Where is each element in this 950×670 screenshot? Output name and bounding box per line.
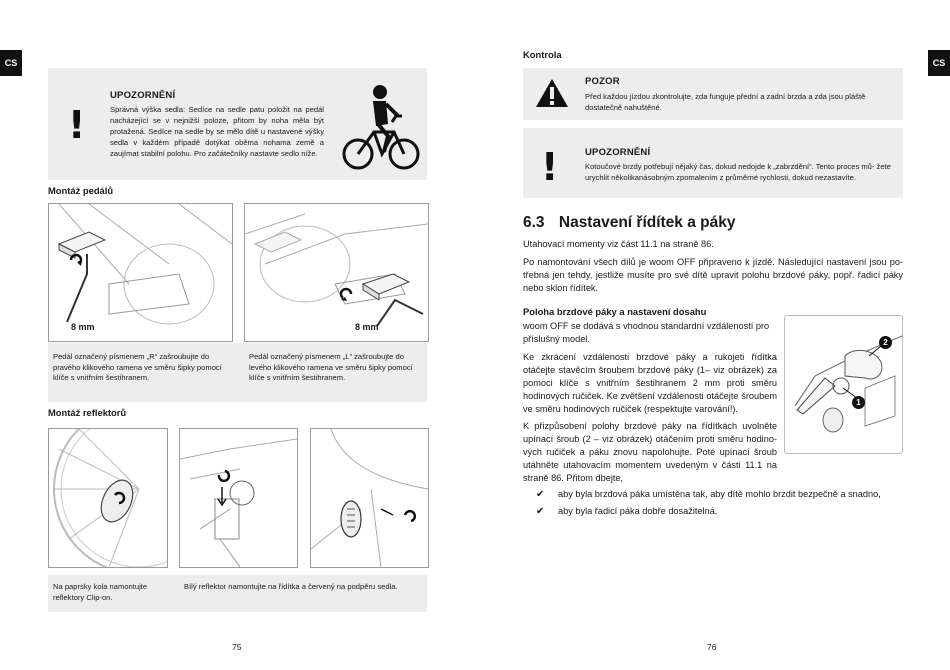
pedal-caption-left: Pedál označený písmenem „L“ zašroubujte do levého klikového ramena ve směru šipky pomocí klíče s vnitřním šestihranem. <box>249 352 413 382</box>
warning-text: Správná výška sedla: Sedíce na sedle patu položit na pedál nacházející se v nejnižší poloze, přitom by noha měla být protažená. Sedíce na sedle by se mělo dítě u nastavené výšky sedla v každém případě dotýkat oběma nohama země a zaujímat stabilní polohu. Pro začátečníky nastavte sedlo níže. <box>110 105 324 158</box>
reflectors-heading: Montáž reflektorů <box>48 407 127 418</box>
wrench-size-label: 8 mm <box>355 322 379 332</box>
reflector-captions <box>48 575 427 612</box>
check-item-text: aby byla řadicí páka dobře dosažitelná. <box>558 506 718 516</box>
paragraph: woom OFF se dodává s vhodnou standardní vzdáleností pro příslušný model. <box>523 321 770 344</box>
paragraph: Ke zkrácení vzdálenosti brzdové páky a rukojeti řídítka otáčejte stavěcím šroubem brzdové páky (1– viz obrázek) za pomoci klíče s vnitřním šestihranem 2 mm proti směru hodinových ručiček. Ke zvětšení vzdálenosti otáčejte šroubem ve směru hodinových ručiček (respektujte varování!). <box>523 352 777 414</box>
warning-text: Kotoučové brzdy potřebují nějaký čas, dokud nedojde k „zabrzdění“. Tento proces mů- žete urychlit několikanásobným zpomalením z průměrné rychlosti, dokud nezastavíte. <box>585 162 891 182</box>
brake-lever-figure <box>784 315 903 454</box>
caution-box <box>523 68 903 120</box>
warning-title: UPOZORNĚNÍ <box>585 147 651 158</box>
section-heading <box>523 214 736 232</box>
check-item <box>536 505 906 518</box>
paragraph: Utahovací momenty viz část 11.1 na straně 86. <box>523 239 714 249</box>
warning-triangle-icon <box>535 78 569 108</box>
section-number: 6.3 <box>523 214 545 231</box>
pedals-heading: Montáž pedálů <box>48 185 114 196</box>
kontrola-heading: Kontrola <box>523 49 562 60</box>
wheel-reflector-figure <box>48 428 168 568</box>
warning-box <box>48 68 427 180</box>
exclamation-icon: ! <box>68 103 86 147</box>
handlebar-reflector-figure <box>179 428 298 568</box>
language-tab <box>928 50 950 76</box>
pedal-captions <box>48 343 427 402</box>
language-tab-label: CS <box>932 58 946 68</box>
checkmark-icon: ✔ <box>536 506 545 517</box>
language-tab-label: CS <box>4 58 18 68</box>
pedal-caption-right: Pedál označený písmenem „R“ zašroubujte do pravého klikového ramena ve směru šipky pomocí klíče s vnitřním šestihranem. <box>53 352 222 382</box>
paragraph: K přizpůsobení polohy brzdové páky na řídítkách uvolněte upínací šroub (2 – viz obrázek) otáčením proti směru hodino- vých ručiček a páku znovu napolohujte. Poté upínací šroub utáhněte utahovacím momentem uvedeným v části 11.1 na straně 86. Přitom dbejte, <box>523 421 777 483</box>
paragraph: Po namontování všech dílů je woom OFF připraveno k jízdě. Následující nastavení jsou po- třebná jen tehdy, jestliže musíte pro své dítě upravit polohu brzdové páky, popř. řadicí páky nebo sklon řídítek. <box>523 257 903 293</box>
check-item-text: aby byla brzdová páka umístěna tak, aby dítě mohlo brzdit bezpečně a snadno, <box>558 489 881 499</box>
callout-2: 2 <box>879 336 892 349</box>
page-number: 76 <box>707 642 717 652</box>
checkmark-icon: ✔ <box>536 489 545 500</box>
checklist <box>536 488 906 518</box>
warning-title: UPOZORNĚNÍ <box>110 90 176 101</box>
section-title: Nastavení řídítek a páky <box>558 214 736 231</box>
warning-box <box>523 128 903 198</box>
seatpost-reflector-figure <box>310 428 429 568</box>
pedal-left-figure <box>244 203 429 342</box>
page-number: 75 <box>232 642 242 652</box>
subheading: Poloha brzdové páky a nastavení dosahu <box>523 306 707 317</box>
language-tab <box>0 50 22 76</box>
exclamation-icon: ! <box>541 145 559 189</box>
check-item <box>536 488 906 501</box>
child-on-bike-illustration <box>340 82 420 170</box>
reflector-caption-handlebar: Bílý reflektor namontujte na řídítka a červený na podpěru sedla. <box>184 582 398 591</box>
pedal-right-figure <box>48 203 233 342</box>
reflector-caption-wheel: Na paprsky kola namontujte reflektory Clip-on. <box>53 582 148 602</box>
caution-text: Před každou jízdou zkontrolujte, zda funguje přední a zadní brzda a zda jsou pláště dostatečně nahuštěné. <box>585 92 866 112</box>
caution-title: POZOR <box>585 76 620 87</box>
wrench-size-label: 8 mm <box>71 322 95 332</box>
callout-1: 1 <box>852 396 865 409</box>
